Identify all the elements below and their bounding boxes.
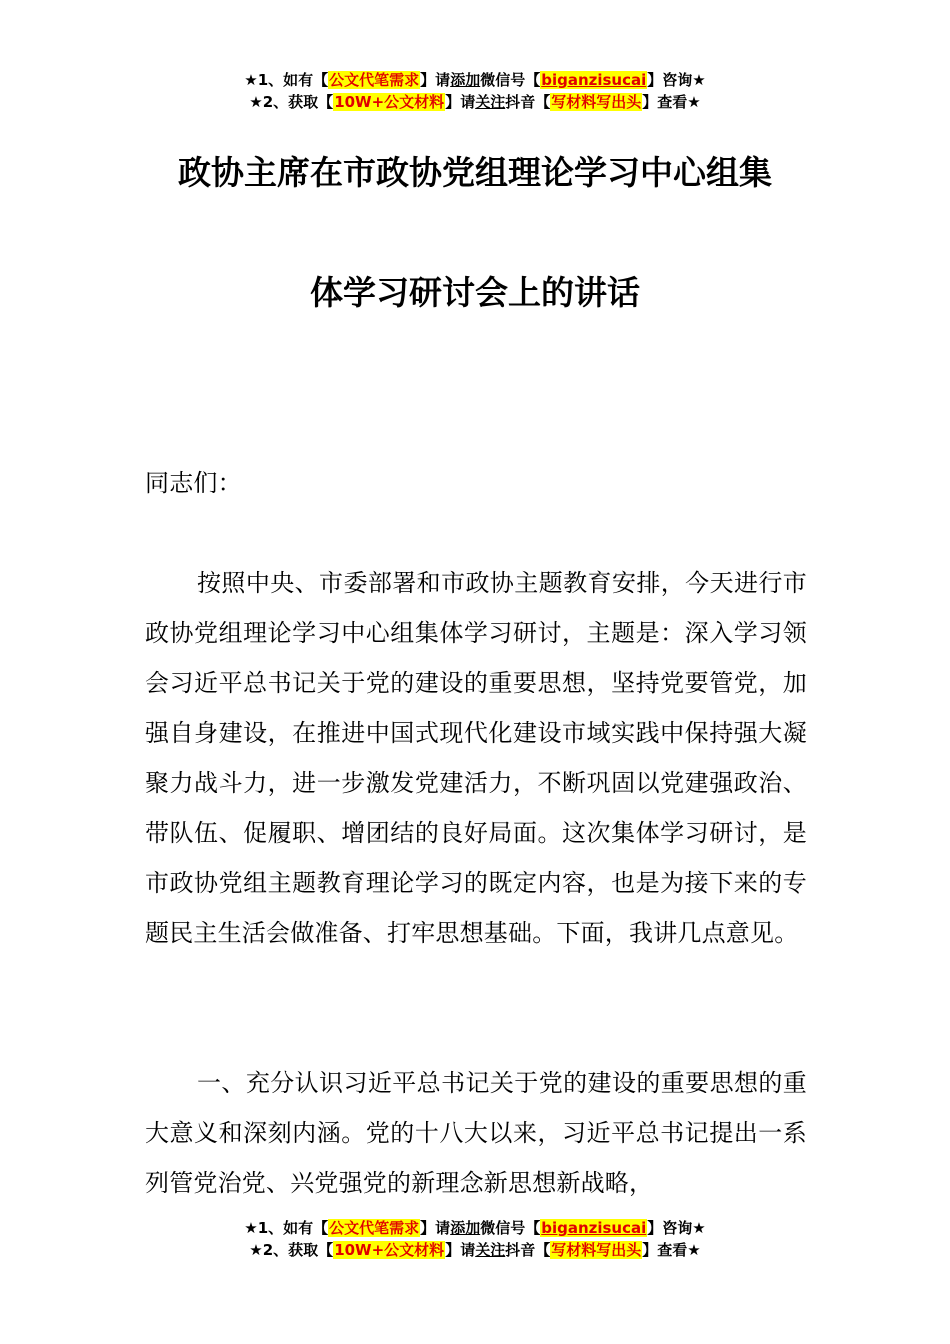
wechat-id-link[interactable]: biganzisucai: [541, 71, 647, 89]
paragraph-2: 一、充分认识习近平总书记关于党的建设的重要思想的重大意义和深刻内涵。党的十八大以来，习近平总书记提出一系列管党治党、兴党强党的新理念新思想新战略，: [145, 1069, 807, 1197]
banner-text: 抖音【: [505, 1241, 551, 1259]
banner-keyword: 关注: [475, 1241, 506, 1259]
banner-keyword: 添加: [450, 1219, 481, 1237]
document-title-line-2: 体学习研讨会上的讲话: [310, 273, 640, 312]
paragraph-1: 按照中央、市委部署和市政协主题教育安排，今天进行市政协党组理论学习中心组集体学习研讨，主题是：深入学习领会习近平总书记关于党的建设的重要思想，坚持党要管党，加强自身建设，在推进中国式现代化建设市域实践中保持强大凝聚力战斗力，进一步激发党建活力，不断巩固以党建强政治、带队伍、促履职、增团结的良好局面。这次集体学习研讨，是市政协党组主题教育理论学习的既定内容，也是为接下来的专题民主生活会做准备、打牢思想基础。下面，我讲几点意见。: [145, 569, 807, 947]
banner-line-1: [0, 1217, 950, 1239]
banner-text: 】请: [445, 1241, 476, 1259]
banner-text: 】请: [420, 1219, 451, 1237]
banner-text: 抖音【: [505, 93, 551, 111]
highlight-service: 公文代笔需求: [329, 1219, 420, 1237]
header-banner: [0, 69, 950, 113]
document-title-line-1: 政协主席在市政协党组理论学习中心组集: [178, 153, 772, 192]
banner-line-2: [0, 1239, 950, 1261]
highlight-materials: 10W+公文材料: [334, 1241, 445, 1259]
banner-text: 】请: [420, 71, 451, 89]
banner-text: ★1、如有【: [244, 71, 329, 89]
banner-text: ★2、获取【: [249, 93, 334, 111]
banner-text: ★1、如有【: [244, 1219, 329, 1237]
banner-line-2: [0, 91, 950, 113]
highlight-materials: 10W+公文材料: [334, 93, 445, 111]
banner-keyword: 添加: [450, 71, 481, 89]
douyin-account: 写材料写出头: [551, 1241, 642, 1259]
banner-line-1: [0, 69, 950, 91]
banner-text: 微信号【: [480, 1219, 541, 1237]
banner-text: 微信号【: [480, 71, 541, 89]
banner-text: 】请: [445, 93, 476, 111]
salutation: 同志们：: [145, 469, 242, 497]
banner-text: 】查看★: [642, 93, 701, 111]
banner-text: 】咨询★: [647, 71, 706, 89]
wechat-id-link[interactable]: biganzisucai: [541, 1219, 647, 1237]
banner-text: 】查看★: [642, 1241, 701, 1259]
banner-keyword: 关注: [475, 93, 506, 111]
highlight-service: 公文代笔需求: [329, 71, 420, 89]
banner-text: 】咨询★: [647, 1219, 706, 1237]
douyin-account: 写材料写出头: [551, 93, 642, 111]
banner-text: ★2、获取【: [249, 1241, 334, 1259]
footer-banner: [0, 1217, 950, 1261]
